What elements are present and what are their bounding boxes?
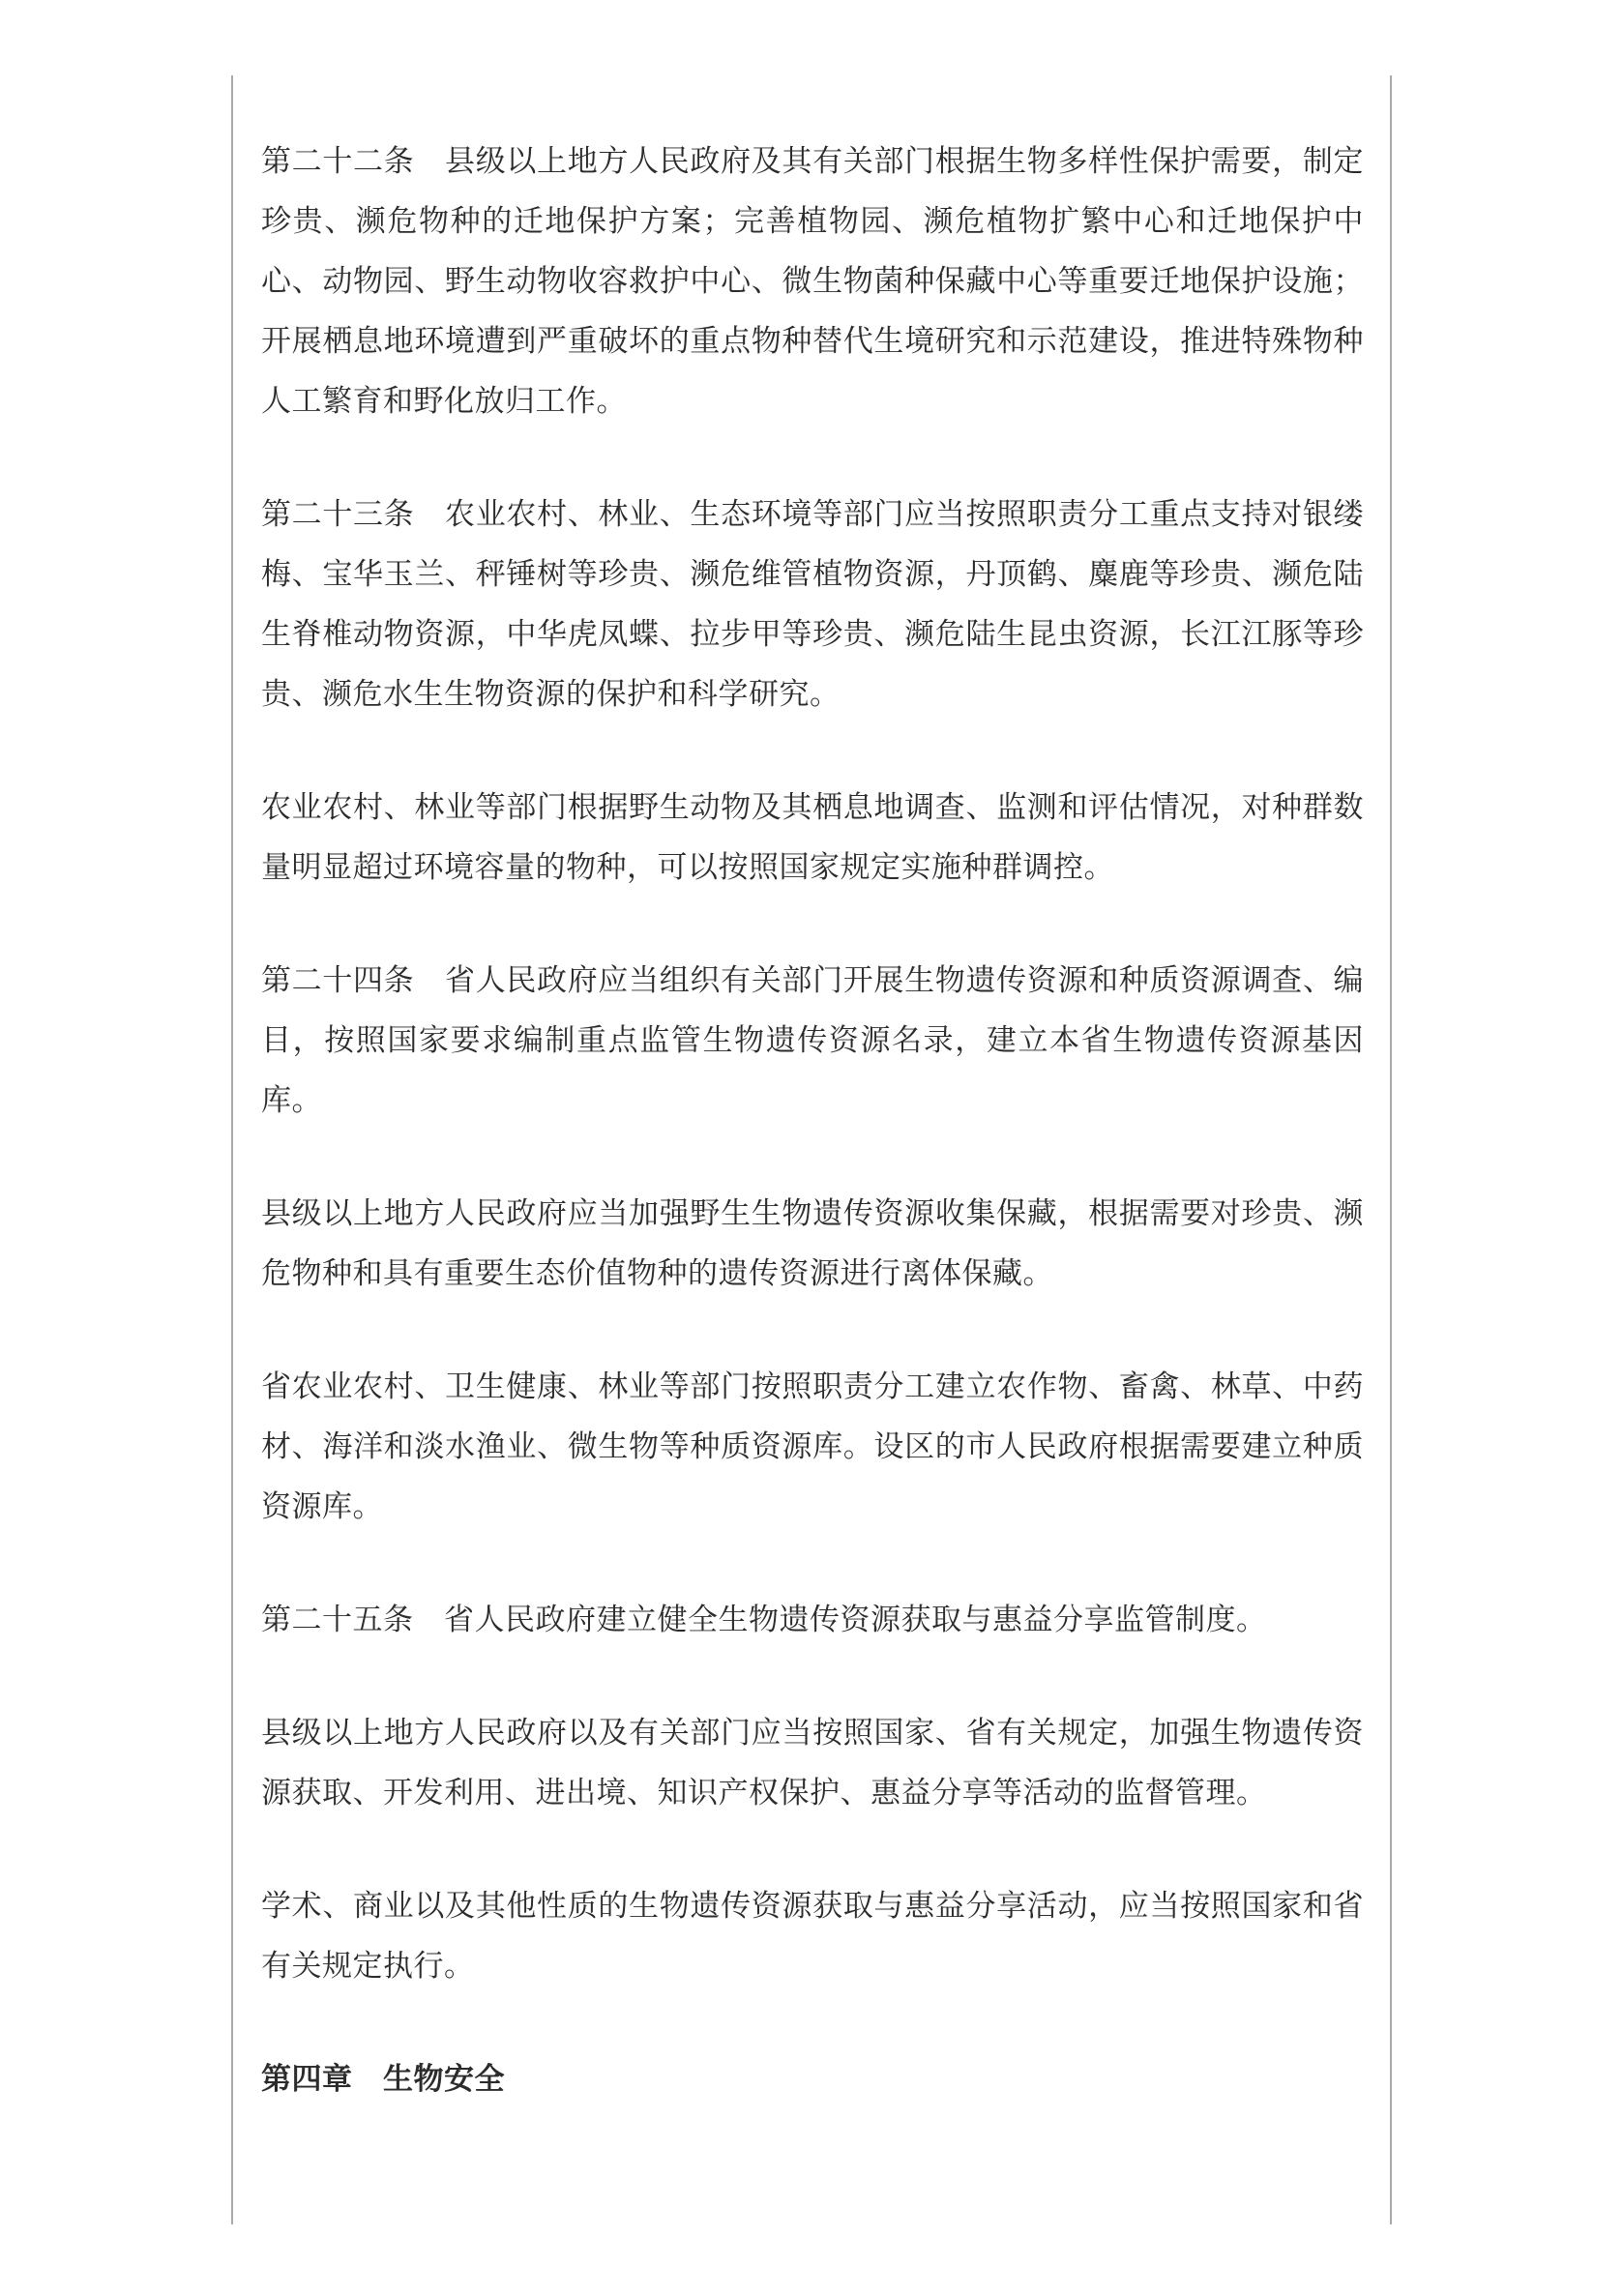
article-24-paragraph: 第二十四条 省人民政府应当组织有关部门开展生物遗传资源和种质资源调查、编目，按照国家要求编制重点监管生物遗传资源名录，建立本省生物遗传资源基因库。: [261, 963, 1364, 1118]
article-25-paragraph: 第二十五条 省人民政府建立健全生物遗传资源获取与惠益分享监管制度。: [261, 1603, 1267, 1637]
article-25-clause-3-paragraph: 学术、商业以及其他性质的生物遗传资源获取与惠益分享活动，应当按照国家和省有关规定执行。: [261, 1889, 1364, 1984]
right-margin-rule: [1390, 75, 1392, 2224]
article-23-clause-2-paragraph: 农业农村、林业等部门根据野生动物及其栖息地调查、监测和评估情况，对种群数量明显超过环境容量的物种，可以按照国家规定实施种群调控。: [261, 790, 1364, 885]
article-24-clause-2-paragraph: 县级以上地方人民政府应当加强野生生物遗传资源收集保藏，根据需要对珍贵、濒危物种和具有重要生态价值物种的遗传资源进行离体保藏。: [261, 1196, 1364, 1291]
article-23-paragraph: 第二十三条 农业农村、林业、生态环境等部门应当按照职责分工重点支持对银缕梅、宝华玉兰、秤锤树等珍贵、濒危维管植物资源，丹顶鹤、麋鹿等珍贵、濒危陆生脊椎动物资源，中华虎凤蝶、拉步甲等珍贵、濒危陆生昆虫资源，长江江豚等珍贵、濒危水生生物资源的保护和科学研究。: [261, 497, 1364, 712]
article-22-paragraph: 第二十二条 县级以上地方人民政府及其有关部门根据生物多样性保护需要，制定珍贵、濒危物种的迁地保护方案；完善植物园、濒危植物扩繁中心和迁地保护中心、动物园、野生动物收容救护中心、微生物菌种保藏中心等重要迁地保护设施；开展栖息地环境遭到严重破坏的重点物种替代生境研究和示范建设，推进特殊物种人工繁育和野化放归工作。: [261, 144, 1364, 419]
chapter-heading: 第四章 生物安全: [261, 2062, 505, 2097]
left-margin-rule: [231, 75, 233, 2224]
article-25-clause-2-paragraph: 县级以上地方人民政府以及有关部门应当按照国家、省有关规定，加强生物遗传资源获取、开发利用、进出境、知识产权保护、惠益分享等活动的监督管理。: [261, 1716, 1364, 1810]
article-24-clause-3-paragraph: 省农业农村、卫生健康、林业等部门按照职责分工建立农作物、畜禽、林草、中药材、海洋和淡水渔业、微生物等种质资源库。设区的市人民政府根据需要建立种质资源库。: [261, 1369, 1364, 1524]
document-body: [261, 132, 1364, 2109]
